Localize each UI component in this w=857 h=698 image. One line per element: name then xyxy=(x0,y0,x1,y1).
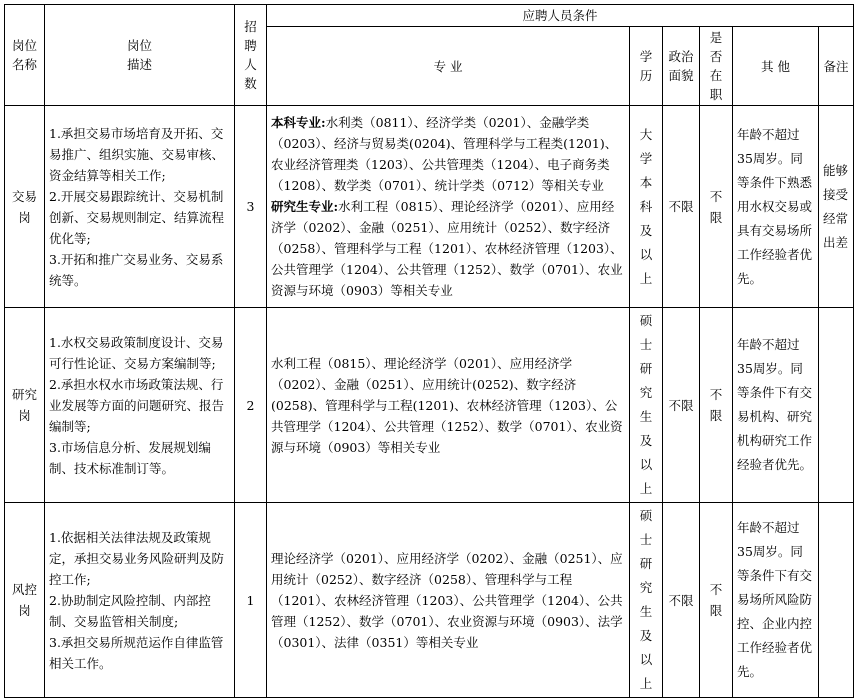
header-in-service: 是否 在职 xyxy=(700,27,733,106)
post-in-service: 不限 xyxy=(700,106,733,308)
post-remarks xyxy=(819,308,854,503)
header-post-name: 岗位 名称 xyxy=(5,5,45,106)
post-major: 水利工程（0815）、理论经济学（0201）、应用经济学（0202）、金融（0251）、应用统计(0252)、数字经济(0258)、管理科学与工程(1201)、农林经济管理（1203）、公共管理学（1204）、公共管理（1252）、数学（0701）、农业资源与环境（0903）等相关专业 xyxy=(267,308,630,503)
undergrad-majors: 水利类（0811）、经济学类（0201）、金融学类（0203）、经济与贸易类(0204)、管理科学与工程类(1201)、农业经济管理类（1203）、公共管理类（1204）、电子商务类（1208）、数学类（0701）、统计学类（0712）等相关专业 xyxy=(271,115,618,193)
header-political: 政治 面貌 xyxy=(663,27,700,106)
post-name: 研究岗 xyxy=(5,308,45,503)
table-row xyxy=(5,503,854,698)
header-post-desc: 岗位 描述 xyxy=(45,5,235,106)
grad-majors: 水利工程（0815）、理论经济学（0201）、应用经济学（0202）、金融（0251）、应用统计（0252）、数字经济（0258）、管理科学与工程（1201）、农林经济管理（1203）、公共管理学（1204）、公共管理（1252）、数学（0701）、农业资源与环境（0903）等相关专业 xyxy=(271,199,623,298)
post-other: 年龄不超过35周岁。同等条件下有交易场所风险防控、企业内控工作经验者优先。 xyxy=(733,503,819,698)
post-education: 大学本科及以上 xyxy=(630,106,663,308)
undergrad-label: 本科专业: xyxy=(271,115,326,130)
post-other: 年龄不超过35周岁。同等条件下有交易机构、研究机构研究工作经验者优先。 xyxy=(733,308,819,503)
post-political: 不限 xyxy=(663,503,700,698)
header-education: 学历 xyxy=(630,27,663,106)
header-count: 招聘 人数 xyxy=(235,5,267,106)
post-count: 1 xyxy=(235,503,267,698)
post-political: 不限 xyxy=(663,308,700,503)
post-education: 硕士研究生及以上 xyxy=(630,503,663,698)
post-education: 硕士研究生及以上 xyxy=(630,308,663,503)
post-desc: 1.依据相关法律法规及政策规定，承担交易业务风险研判及防控工作; 2.协助制定风险控制、内部控制、交易监管相关制度; 3.承担交易所规范运作自律监管相关工作。 xyxy=(45,503,235,698)
header-remarks: 备注 xyxy=(819,27,854,106)
post-other: 年龄不超过35周岁。同等条件下熟悉用水权交易或具有交易场所工作经验者优先。 xyxy=(733,106,819,308)
post-count: 2 xyxy=(235,308,267,503)
header-other: 其 他 xyxy=(733,27,819,106)
post-name: 交易岗 xyxy=(5,106,45,308)
post-major xyxy=(267,106,630,308)
table-row xyxy=(5,106,854,308)
recruitment-table xyxy=(4,4,854,698)
post-remarks xyxy=(819,503,854,698)
post-remarks: 能够接受经常出差 xyxy=(819,106,854,308)
post-name: 风控岗 xyxy=(5,503,45,698)
post-in-service: 不限 xyxy=(700,308,733,503)
header-conditions: 应聘人员条件 xyxy=(267,5,854,27)
post-desc: 1.承担交易市场培育及开拓、交易推广、组织实施、交易审核、资金结算等相关工作; 2.开展交易跟踪统计、交易机制创新、交易规则制定、结算流程优化等; 3.开拓和推广交易业务、交易系统等。 xyxy=(45,106,235,308)
post-in-service: 不限 xyxy=(700,503,733,698)
grad-label: 研究生专业: xyxy=(271,199,339,214)
post-desc: 1.水权交易政策制度设计、交易可行性论证、交易方案编制等; 2.承担水权水市场政策法规、行业发展等方面的问题研究、报告编制等; 3.市场信息分析、发展规划编制、技术标准制订等。 xyxy=(45,308,235,503)
post-political: 不限 xyxy=(663,106,700,308)
table-row xyxy=(5,308,854,503)
post-count: 3 xyxy=(235,106,267,308)
post-major: 理论经济学（0201）、应用经济学（0202）、金融（0251）、应用统计（0252）、数字经济（0258）、管理科学与工程（1201）、农林经济管理（1203）、公共管理学（1204）、公共管理（1252）、数学（0701）、农业资源与环境（0903）、法学（0301）、法律（0351）等相关专业 xyxy=(267,503,630,698)
header-major: 专 业 xyxy=(267,27,630,106)
